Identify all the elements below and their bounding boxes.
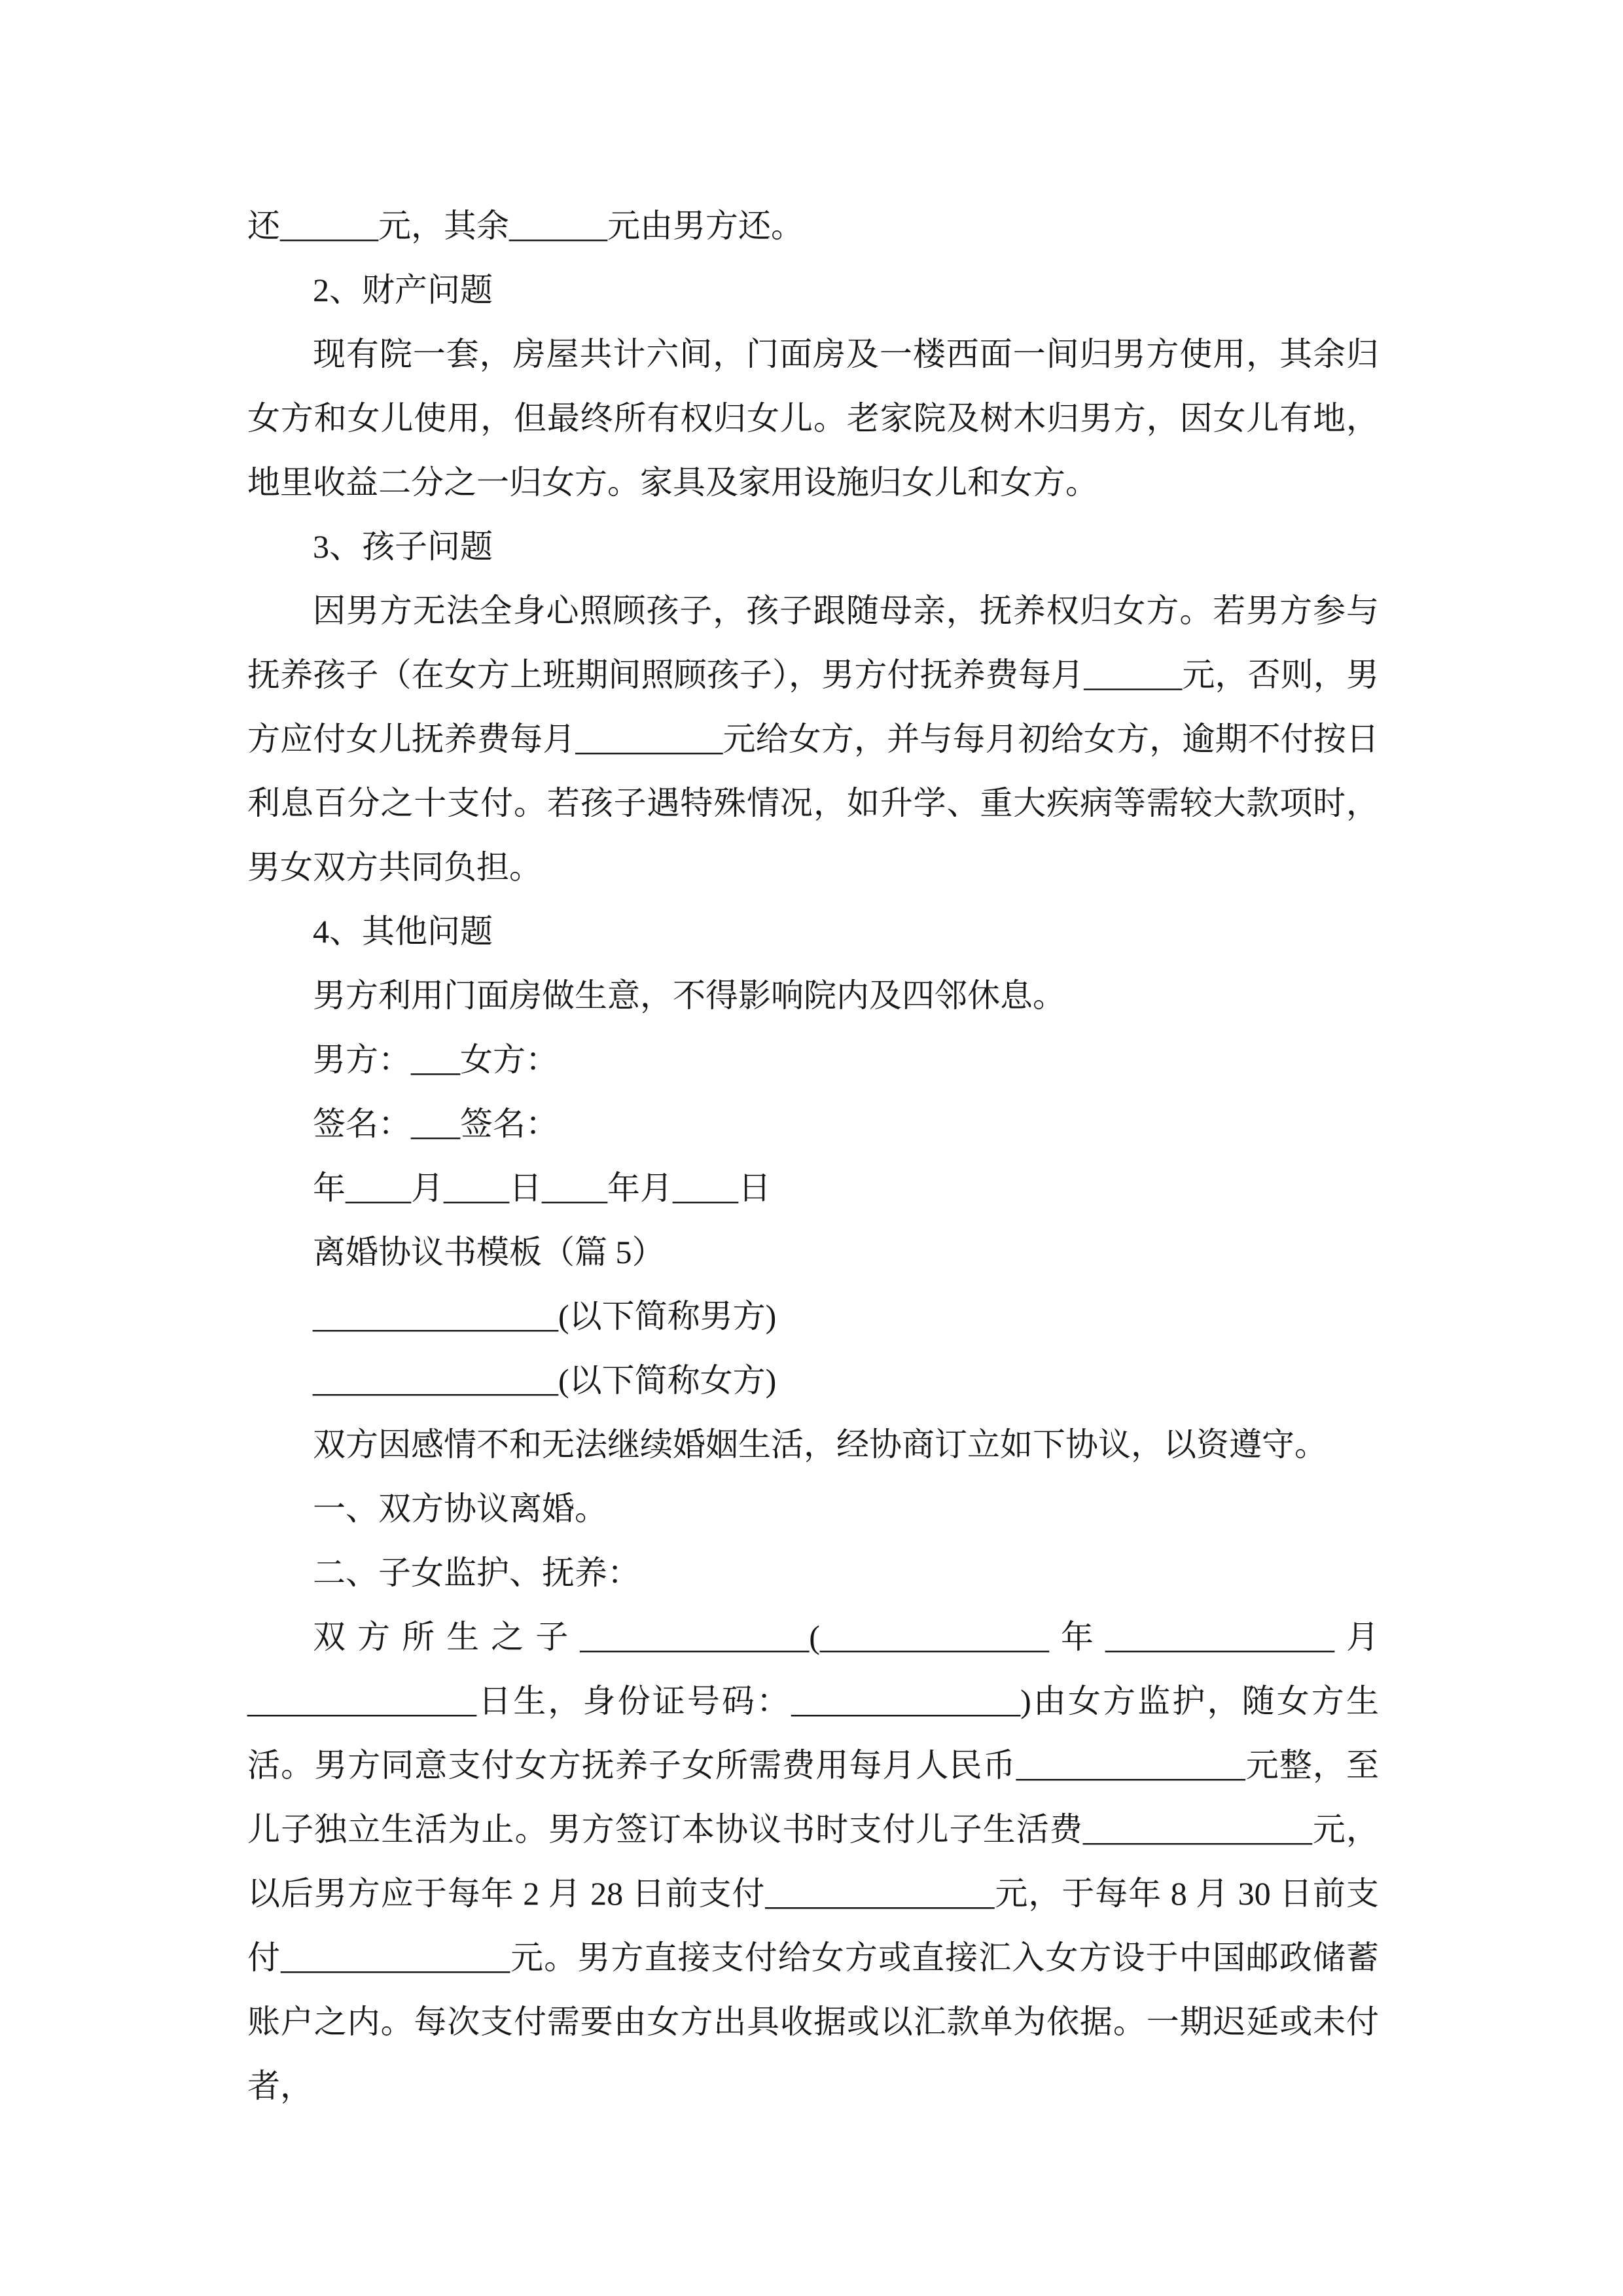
paragraph-preamble: 双方因感情不和无法继续婚姻生活，经协商订立如下协议，以资遵守。: [313, 1426, 1327, 1463]
paragraph-custody-support-details: 双方所生之子______________(______________年______________月______________日生，身份证号码：______________)由女方监护，随女方生活。男方同意支付女方抚养子女所需费用每月人民币______________元整，至儿子独立生活为止。男方签订本协议书时支付儿子生活费______________元，以后男方应于每年 2 月 28 日前支付______________元，于每年 8 月 30 日前支付______________元。男方直接支付给女方或直接汇入女方设于中国邮政储蓄账户之内。每次支付需要由女方出具收据或以汇款单为依据。一期迟延或未付者，: [247, 1619, 1379, 2104]
template-title-part5: 离婚协议书模板（篇 5）: [313, 1234, 665, 1270]
paragraph-child-custody: 因男方无法全身心照顾孩子，孩子跟随母亲，抚养权归女方。若男方参与抚养孩子（在女方上班期间照顾孩子），男方付抚养费每月______元，否则，男方应付女儿抚养费每月_________元给女方，并与每月初给女方，逾期不付按日利息百分之十支付。若孩子遇特殊情况，如升学、重大疾病等需较大款项时，男女双方共同负担。: [247, 592, 1379, 886]
paragraph-other-issues: 男方利用门面房做生意，不得影响院内及四邻休息。: [313, 977, 1065, 1014]
signature-line-names: 签名：___签名：: [313, 1105, 558, 1142]
paragraph-property-division: 现有院一套，房屋共计六间，门面房及一楼西面一间归男方使用，其余归女方和女儿使用，但最终所有权归女儿。老家院及树木归男方，因女儿有地，地里收益二分之一归女方。家具及家用设施归女儿和女方。: [247, 336, 1379, 501]
paragraph-continuation-repayment: 还______元，其余______元由男方还。: [247, 207, 804, 244]
section-heading-other: 4、其他问题: [313, 913, 493, 950]
party-blank-female: _______________(以下简称女方): [313, 1362, 777, 1399]
signature-line-date: 年____月____日____年月____日: [313, 1170, 771, 1206]
signature-line-parties: 男方：___女方：: [313, 1041, 558, 1078]
clause-two-custody-heading: 二、子女监护、抚养：: [313, 1554, 640, 1591]
section-heading-children: 3、孩子问题: [313, 528, 493, 565]
clause-one-divorce: 一、双方协议离婚。: [313, 1490, 607, 1527]
party-blank-male: _______________(以下简称男方): [313, 1298, 777, 1335]
section-heading-property: 2、财产问题: [313, 272, 493, 308]
